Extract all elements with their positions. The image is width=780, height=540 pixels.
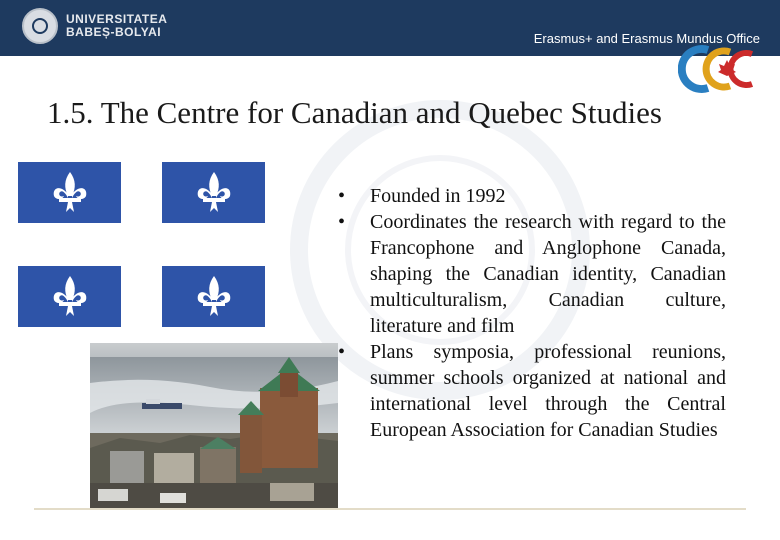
fleur-de-lis-icon	[50, 170, 90, 216]
bullet-marker: •	[338, 211, 346, 233]
bullet-text: Founded in 1992	[370, 185, 506, 207]
university-seal-icon	[22, 8, 58, 44]
university-name	[66, 13, 167, 39]
fleur-de-lis-icon	[194, 170, 234, 216]
flag-quarter	[162, 266, 265, 327]
bullet-item	[334, 183, 726, 209]
bullet-text: Plans symposia, professional reunions, summer schools organized at national and international level through the Central European Association for Canadian Studies	[370, 341, 726, 441]
quebec-city-photo	[90, 343, 338, 510]
bullet-text: Coordinates the research with regard to the Francophone and Anglophone Canada, shaping the Canadian identity, Canadian multiculturalism, Canadian culture, literature and film	[370, 211, 726, 337]
flag-quarter	[18, 266, 121, 327]
bullet-marker: •	[338, 185, 346, 207]
bullet-item	[334, 339, 726, 443]
logo-line-1: UNIVERSITATEA	[66, 12, 168, 26]
bullet-list	[334, 183, 726, 443]
slide-title: 1.5. The Centre for Canadian and Quebec Studies	[47, 95, 662, 130]
bullet-item	[334, 209, 726, 339]
logo-line-2: BABEȘ-BOLYAI	[66, 25, 162, 39]
header-bar	[0, 0, 780, 56]
flag-quarter	[18, 162, 121, 223]
footer-divider	[34, 508, 746, 510]
university-logo[interactable]	[22, 8, 167, 44]
ccc-logo	[678, 40, 768, 98]
fleur-de-lis-icon	[194, 274, 234, 320]
flag-quarter	[162, 162, 265, 223]
office-label: Erasmus+ and Erasmus Mundus Office	[533, 31, 760, 46]
fleur-de-lis-icon	[50, 274, 90, 320]
quebec-flag	[18, 162, 265, 327]
bullet-marker: •	[338, 341, 346, 363]
